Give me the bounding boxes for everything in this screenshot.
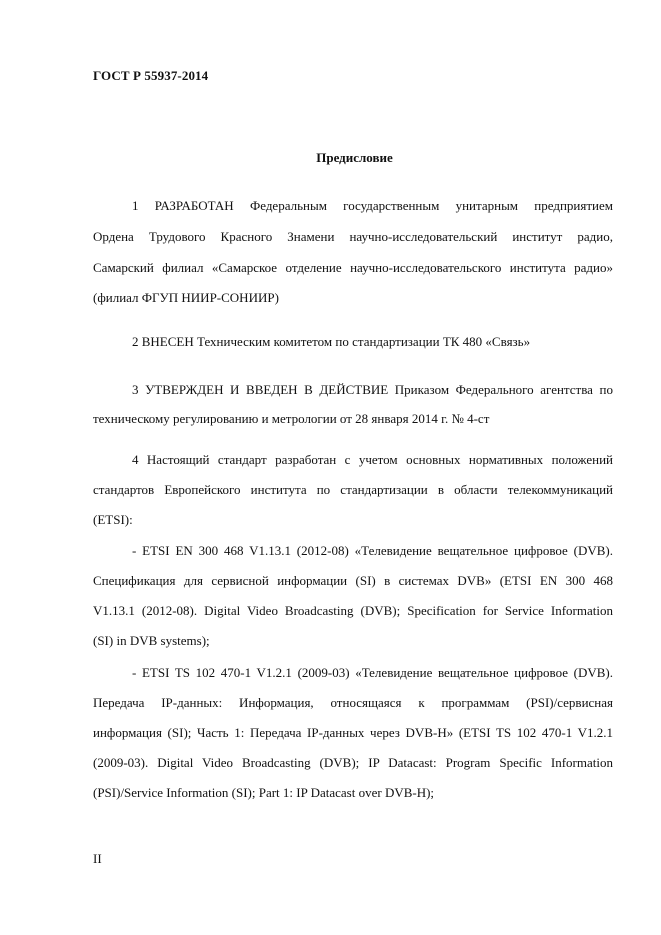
p1-line-1: 1 РАЗРАБОТАН Федеральным государственным унитарным предприятием [132,198,613,213]
section-title: Предисловие [316,150,393,165]
p4-line-2: стандартов Европейского института по стандартизации в области телекоммуникаций [93,482,613,497]
standard-code: ГОСТ Р 55937-2014 [93,68,209,83]
p5-line-2: Спецификация для сервисной информации (SI) в системах DVB» (ETSI EN 300 468 [93,573,613,588]
p6-line-1: - ETSI TS 102 470-1 V1.2.1 (2009-03) «Телевидение вещательное цифровое (DVB). [132,665,613,680]
p2-line-1: 2 ВНЕСЕН Техническим комитетом по стандартизации ТК 480 «Связь» [132,334,531,349]
page-number: II [93,851,102,866]
p5-line-4: (SI) in DVB systems); [93,633,210,648]
p1-line-3: Самарский филиал «Самарское отделение научно-исследовательского института радио» [93,260,613,275]
p6-line-2: Передача IP-данных: Информация, относящаяся к программам (PSI)/сервисная [93,695,613,710]
p1-line-4: (филиал ФГУП НИИР-СОНИИР) [93,290,279,305]
p6-line-4: (2009-03). Digital Video Broadcasting (DVB); IP Datacast: Program Specific Information [93,755,613,770]
p6-line-3: информация (SI); Часть 1: Передача IP-данных через DVB-H» (ETSI TS 102 470-1 V1.2.1 [93,725,613,740]
p4-line-3: (ETSI): [93,512,133,527]
p4-line-1: 4 Настоящий стандарт разработан с учетом основных нормативных положений [132,452,613,467]
p3-line-2: техническому регулированию и метрологии от 28 января 2014 г. № 4-ст [93,411,490,426]
p1-line-2: Ордена Трудового Красного Знамени научно-исследовательский институт радио, [93,229,613,244]
p5-line-1: - ETSI EN 300 468 V1.13.1 (2012-08) «Телевидение вещательное цифровое (DVB). [132,543,613,558]
p3-line-1: 3 УТВЕРЖДЕН И ВВЕДЕН В ДЕЙСТВИЕ Приказом Федерального агентства по [132,382,613,397]
p5-line-3: V1.13.1 (2012-08). Digital Video Broadcasting (DVB); Specification for Service Information [93,603,613,618]
p6-line-5: (PSI)/Service Information (SI); Part 1: IP Datacast over DVB-H); [93,785,435,800]
